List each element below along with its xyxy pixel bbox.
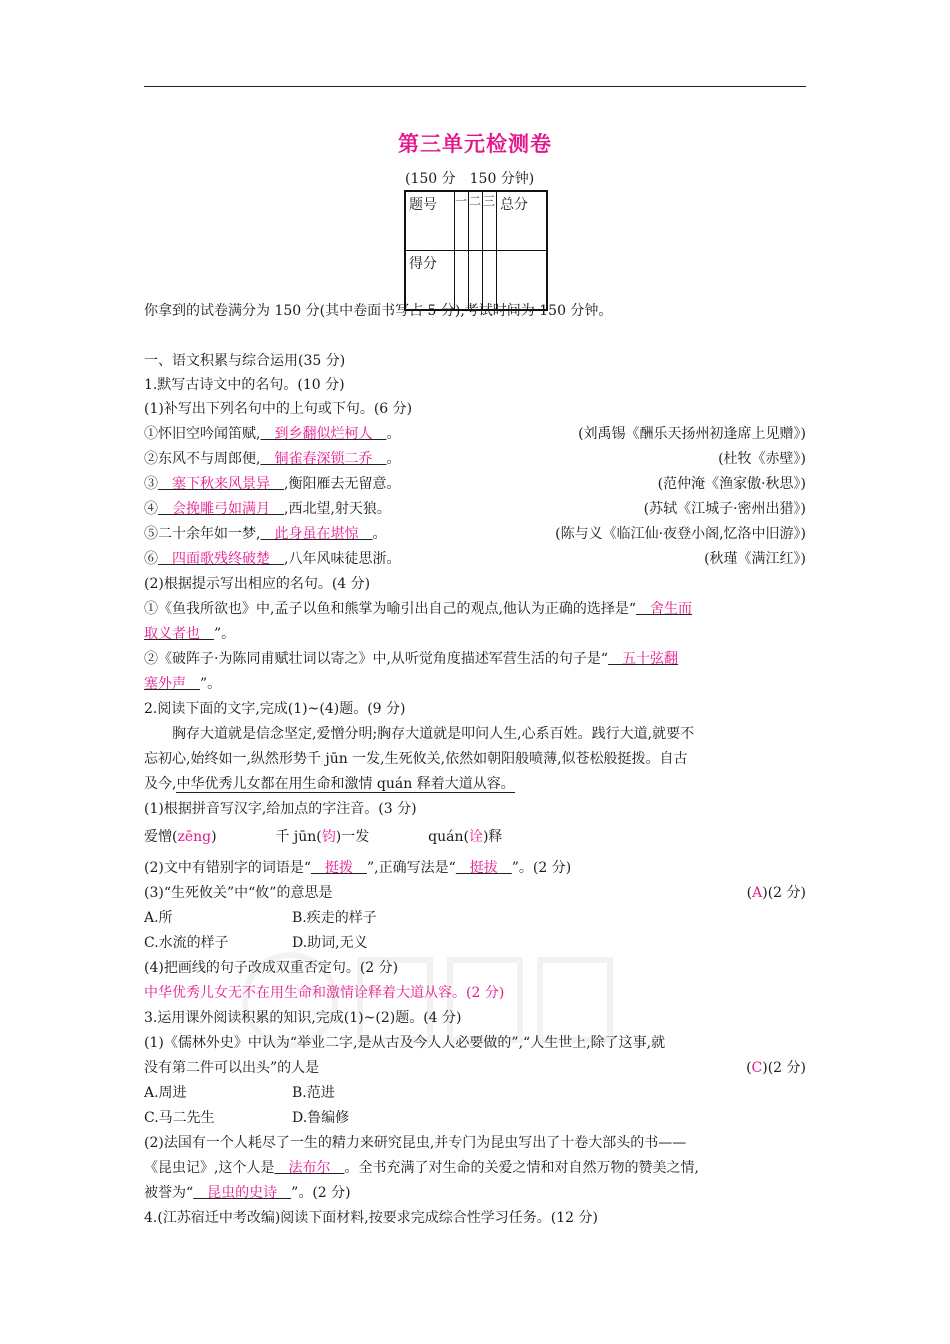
answer-fill: 取义者也 bbox=[144, 626, 214, 642]
q2-s4: (4)把画线的句子改成双重否定句。(2 分) bbox=[144, 960, 399, 976]
answer-fill: 四面歌残终破楚 bbox=[158, 551, 284, 567]
answer-fill: 此身虽在堪惊 bbox=[260, 526, 373, 542]
q3-s1-line-1: (1)《儒林外史》中认为“举业二字,是从古及今人人必要做的”,“人生世上,除了这事,就 bbox=[144, 1035, 666, 1051]
answer-fill: 昆虫的史诗 bbox=[193, 1185, 292, 1201]
answer-choice: A bbox=[752, 885, 763, 901]
q1-item-1: ①怀旧空吟闻笛赋, 到乡翻似烂柯人 。 (刘禹锡《酬乐天扬州初逢席上见赠》) bbox=[144, 423, 806, 445]
answer-choice: C bbox=[751, 1060, 763, 1076]
header-rule bbox=[144, 86, 806, 87]
q2-pinyin-row: 爱憎(zēng) 千 jūn(钧)一发 quán(诠)释 bbox=[144, 829, 503, 845]
q2-options-ab: A.所 B.疾走的样子 bbox=[144, 910, 377, 926]
q1-prompt-1-cont: 取义者也 ”。 bbox=[144, 626, 236, 642]
q2-passage-line-1: 胸存大道就是信念坚定,爱憎分明;胸存大道就是叩问人生,心系百姓。践行大道,就要不 bbox=[172, 726, 695, 742]
watermark-graphic bbox=[230, 930, 650, 1070]
q2-passage-line-2: 忘初心,始终如一,纵然形势千 jūn 一发,生死攸关,依然如朝阳般喷薄,似苍松般挺拨。自古 bbox=[144, 751, 688, 767]
q2-s4-answer: 中华优秀儿女无不在用生命和激情诠释着大道从容。(2 分) bbox=[144, 985, 505, 1001]
q1-prompt-1: ①《鱼我所欲也》中,孟子以鱼和熊掌为喻引出自己的观点,他认为正确的选择是“ 舍生而 bbox=[144, 601, 693, 617]
col-1: 一 bbox=[455, 191, 469, 251]
time-info: (150 分 150 分钟) bbox=[405, 171, 535, 187]
answer-fill: 法布尔 bbox=[274, 1160, 345, 1176]
answer-fill: zēng bbox=[177, 829, 212, 845]
q1-prompt-2-cont: 塞外声 ”。 bbox=[144, 676, 222, 692]
source: (杜牧《赤壁》) bbox=[718, 451, 806, 467]
q2-stem: 2.阅读下面的文字,完成(1)~(4)题。(9 分) bbox=[144, 701, 406, 717]
q3-s2-line-3: 被誉为“ 昆虫的史诗 ”。(2 分) bbox=[144, 1185, 351, 1201]
q2-options-cd: C.水流的样子 D.助词,无义 bbox=[144, 935, 368, 951]
underlined-sentence: 中华优秀儿女都在用生命和激情 quán 释着大道从容。 bbox=[176, 776, 515, 792]
q1-item-6: ⑥ 四面歌残终破楚 ,八年风味徒思浙。 (秋瑾《满江红》) bbox=[144, 548, 806, 570]
answer-fill: 塞外声 bbox=[144, 676, 200, 692]
q1-stem: 1.默写古诗文中的名句。(10 分) bbox=[144, 377, 345, 393]
section-1-heading: 一、语文积累与综合运用(35 分) bbox=[144, 353, 346, 369]
q2-s2: (2)文中有错别字的词语是“ 挺拨 ”,正确写法是“ 挺拔 ”。(2 分) bbox=[144, 860, 572, 876]
answer-fill: 铜雀春深锁二乔 bbox=[260, 451, 387, 467]
q3-s2-line-1: (2)法国有一个人耗尽了一生的精力来研究昆虫,并专门为昆虫写出了十卷大部头的书—— bbox=[144, 1135, 687, 1151]
answer-fill: 钧 bbox=[321, 829, 336, 845]
q2-s1: (1)根据拼音写汉字,给加点的字注音。(3 分) bbox=[144, 801, 417, 817]
q3-s2-line-2: 《昆虫记》,这个人是 法布尔 。全书充满了对生命的关爱之情和对自然万物的赞美之情, bbox=[144, 1160, 699, 1176]
source: (苏轼《江城子·密州出猎》) bbox=[643, 501, 806, 517]
q1-prompt-2: ②《破阵子·为陈同甫赋壮词以寄之》中,从听觉角度描述军营生活的句子是“ 五十弦翻 bbox=[144, 651, 679, 667]
page-title: 第三单元检测卷 bbox=[398, 131, 552, 156]
q2-passage-line-3: 及今,中华优秀儿女都在用生命和激情 quán 释着大道从容。 bbox=[144, 776, 515, 792]
col-total: 总分 bbox=[497, 191, 548, 251]
q2-s3: (3)“生死攸关”中“攸”的意思是 (A)(2 分) bbox=[144, 885, 806, 901]
q1-item-3: ③ 塞下秋来风景异 ,衡阳雁去无留意。 (范仲淹《渔家傲·秋思》) bbox=[144, 473, 806, 495]
q4-stem: 4.(江苏宿迁中考改编)阅读下面材料,按要求完成综合性学习任务。(12 分) bbox=[144, 1210, 598, 1226]
answer-fill: 到乡翻似烂柯人 bbox=[260, 426, 387, 442]
answer-fill: 会挽雕弓如满月 bbox=[158, 501, 284, 517]
source: (陈与义《临江仙·夜登小阁,忆洛中旧游》) bbox=[555, 526, 806, 542]
row-label-score: 得分 bbox=[405, 251, 455, 311]
score-table bbox=[404, 190, 548, 311]
q3-options-cd: C.马二先生 D.鲁编修 bbox=[144, 1110, 350, 1126]
answer-fill: 舍生而 bbox=[636, 601, 693, 617]
q1-item-2: ②东风不与周郎便, 铜雀春深锁二乔 。 (杜牧《赤壁》) bbox=[144, 448, 806, 470]
answer-fill: 挺拨 bbox=[311, 860, 367, 876]
answer-fill: 五十弦翻 bbox=[608, 651, 679, 667]
q1-item-4: ④ 会挽雕弓如满月 ,西北望,射天狼。 (苏轼《江城子·密州出猎》) bbox=[144, 498, 806, 520]
col-2: 二 bbox=[469, 191, 483, 251]
q3-options-ab: A.周进 B.范进 bbox=[144, 1085, 335, 1101]
q3-s1-line-2: 没有第二件可以出头”的人是 (C)(2 分) bbox=[144, 1060, 806, 1076]
q1-sub1: (1)补写出下列名句中的上句或下句。(6 分) bbox=[144, 401, 413, 417]
source: (秋瑾《满江红》) bbox=[704, 551, 806, 567]
answer-fill: 挺拔 bbox=[455, 860, 512, 876]
q3-stem: 3.运用课外阅读积累的知识,完成(1)~(2)题。(4 分) bbox=[144, 1010, 462, 1026]
answer-fill: 诠 bbox=[468, 829, 483, 845]
source: (范仲淹《渔家傲·秋思》) bbox=[657, 476, 806, 492]
col-3: 三 bbox=[483, 191, 497, 251]
source: (刘禹锡《酬乐天扬州初逢席上见赠》) bbox=[578, 426, 806, 442]
answer-fill: 塞下秋来风景异 bbox=[158, 476, 284, 492]
q1-sub2: (2)根据提示写出相应的名句。(4 分) bbox=[144, 576, 371, 592]
intro-text: 你拿到的试卷满分为 150 分(其中卷面书写占 5 分),考试时间为 150 分钟。 bbox=[144, 303, 613, 319]
row-label-question: 题号 bbox=[405, 191, 455, 251]
q1-item-5: ⑤二十余年如一梦, 此身虽在堪惊 。 (陈与义《临江仙·夜登小阁,忆洛中旧游》) bbox=[144, 523, 806, 545]
